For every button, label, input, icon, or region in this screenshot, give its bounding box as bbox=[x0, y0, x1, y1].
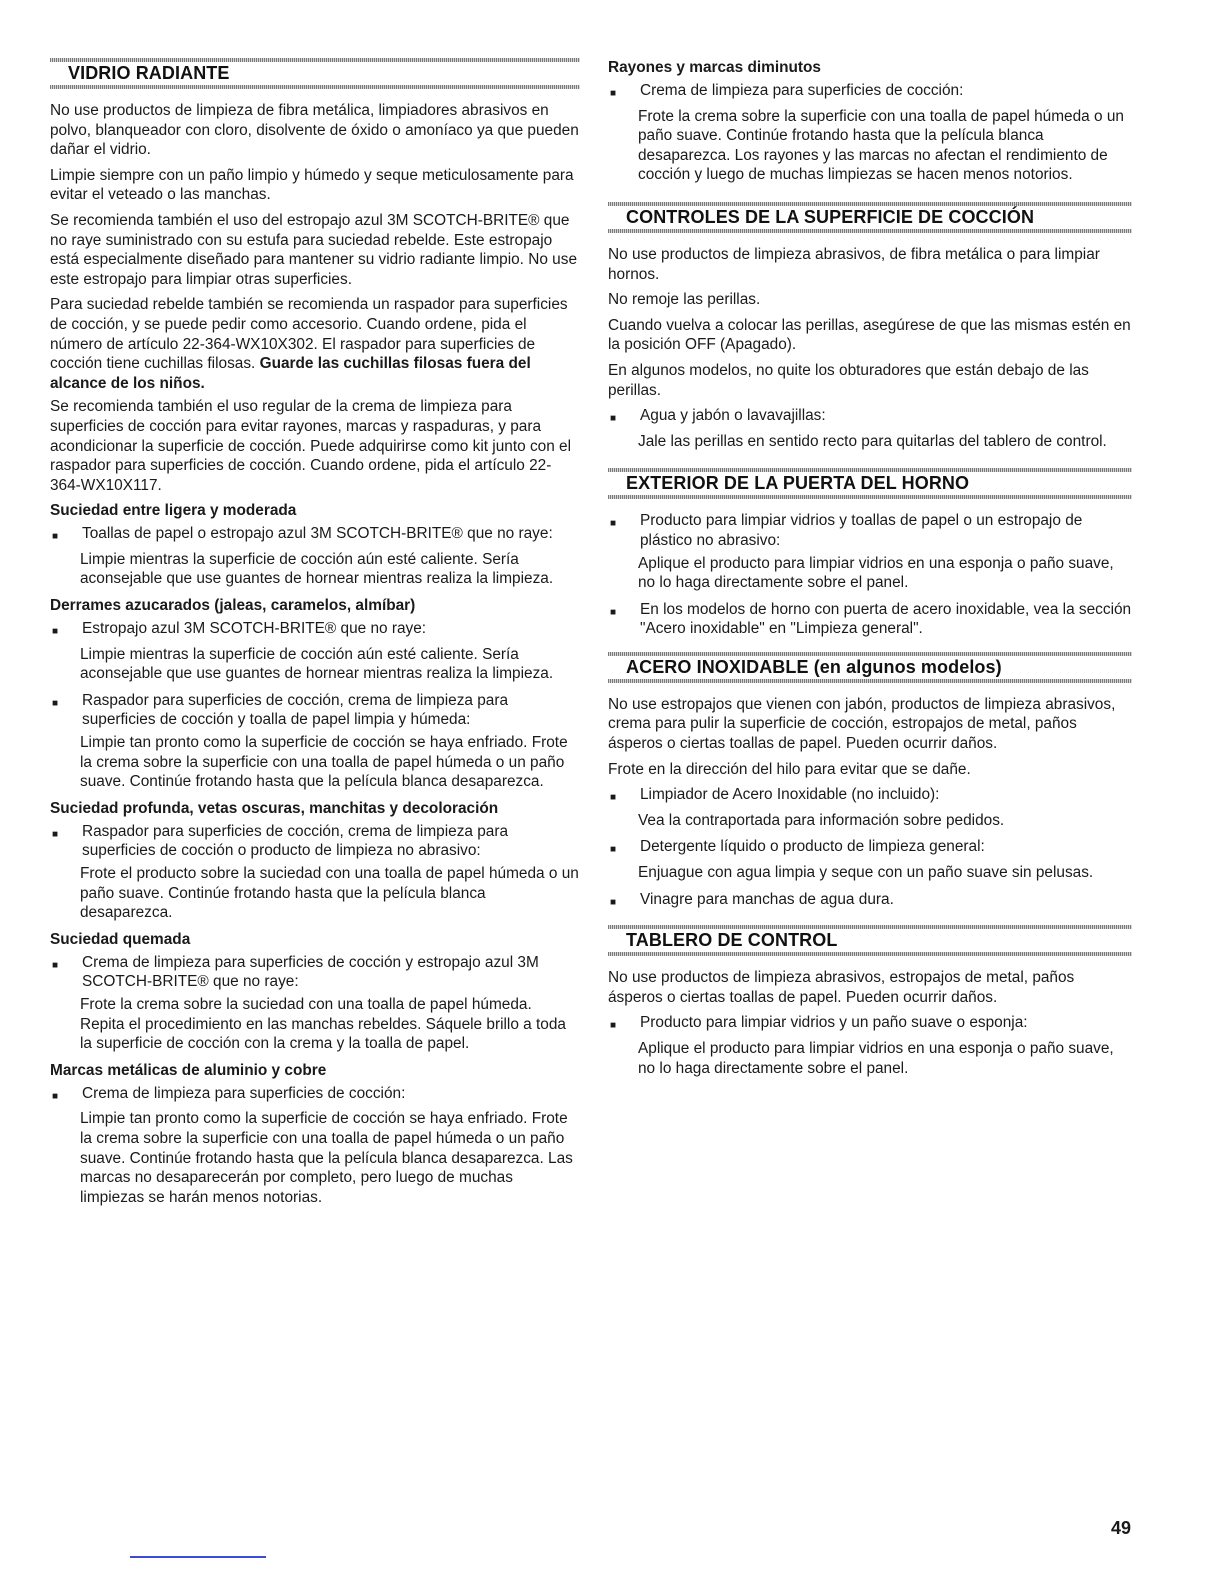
section-header-controles bbox=[608, 202, 1132, 233]
section-header-tablero-control bbox=[608, 925, 1132, 956]
list-item-detail: Aplique el producto para limpiar vidrios en una esponja o paño suave, no lo haga directamente sobre el panel. bbox=[638, 1040, 1114, 1077]
section-title: CONTROLES DE LA SUPERFICIE DE COCCIÓN bbox=[626, 206, 1035, 227]
right-column bbox=[608, 58, 1132, 1085]
paragraph: Cuando vuelva a colocar las perillas, asegúrese de que las mismas estén en la posición OFF (Apagado). bbox=[608, 316, 1131, 354]
list-item bbox=[608, 890, 1132, 913]
list-item-detail: Jale las perillas en sentido recto para quitarlas del tablero de control. bbox=[638, 432, 1107, 450]
list-item-text: Producto para limpiar vidrios y toallas de papel o un estropajo de plástico no abrasivo: bbox=[640, 512, 1083, 549]
list-item-text: Estropajo azul 3M SCOTCH-BRITE® que no raye: bbox=[82, 620, 427, 638]
bullet-icon: ■ bbox=[610, 518, 617, 530]
section-header-puerta-horno bbox=[608, 468, 1132, 499]
section-title: ACERO INOXIDABLE (en algunos modelos) bbox=[626, 656, 1002, 677]
list-item bbox=[50, 953, 580, 992]
list-item-text: Vinagre para manchas de agua dura. bbox=[640, 890, 894, 908]
list-item bbox=[608, 600, 1132, 639]
list-item bbox=[50, 524, 580, 547]
list-item-text: Raspador para superficies de cocción, crema de limpieza para superficies de cocción o producto de limpieza no abrasivo: bbox=[82, 822, 509, 860]
bullet-icon: ■ bbox=[52, 531, 59, 543]
paragraph bbox=[50, 295, 580, 393]
bullet-icon: ■ bbox=[610, 413, 617, 425]
list-item bbox=[50, 822, 580, 861]
section-header-acero-inoxidable bbox=[608, 652, 1132, 683]
list-item bbox=[608, 785, 1132, 808]
bullet-icon: ■ bbox=[610, 88, 617, 99]
subheading: Suciedad entre ligera y moderada bbox=[50, 502, 297, 520]
paragraph: En algunos modelos, no quite los obturadores que están debajo de las perillas. bbox=[608, 361, 1089, 399]
paragraph: Frote en la dirección del hilo para evitar que se dañe. bbox=[608, 760, 971, 778]
list-item bbox=[608, 81, 1132, 104]
paragraph-text: Para suciedad rebelde también se recomienda un raspador para superficies de cocción, y se puede pedir como accesorio. Cuando ordene, pida el número de artículo 22-364-WX10X302. El raspador para superficies de cocción tiene cuchillas filosas. bbox=[50, 296, 568, 373]
bullet-icon: ■ bbox=[52, 626, 59, 638]
section-title: EXTERIOR DE LA PUERTA DEL HORNO bbox=[626, 473, 970, 494]
paragraph: Se recomienda también el uso regular de la crema de limpieza para superficies de cocción para evitar rayones, marcas y raspaduras, y para acondicionar la superficie de cocción. Puede adquirirse como kit junto con el raspador para superficies de cocción. Cuando ordene, pida el artículo 22-364-WX10X117. bbox=[50, 398, 572, 494]
list-item-detail: Limpie mientras la superficie de cocción aún esté caliente. Sería aconsejable que use guantes de hornear mientras realiza la limpieza. bbox=[80, 645, 554, 683]
paragraph: No use estropajos que vienen con jabón, productos de limpieza abrasivos, crema para pulir la superficie de cocción, estropajos de metal, paños ásperos o ciertas toallas de papel. Pueden ocurrir daños. bbox=[608, 695, 1116, 753]
list-item-text: Toallas de papel o estropajo azul 3M SCOTCH-BRITE® que no raye: bbox=[82, 525, 553, 543]
list-item-detail: Frote el producto sobre la suciedad con una toalla de papel húmeda o un paño suave. Continúe frotando hasta que la película blanca desaparezca. bbox=[80, 865, 579, 922]
list-item bbox=[608, 837, 1132, 860]
list-item-text: Detergente líquido o producto de limpieza general: bbox=[640, 838, 985, 856]
list-item-text: Producto para limpiar vidrios y un paño suave o esponja: bbox=[640, 1014, 1028, 1032]
bullet-icon: ■ bbox=[610, 1020, 617, 1032]
section-title: TABLERO DE CONTROL bbox=[626, 930, 838, 951]
subheading: Marcas metálicas de aluminio y cobre bbox=[50, 1061, 327, 1079]
list-item-text: Raspador para superficies de cocción, crema de limpieza para superficies de cocción y toalla de papel limpia y húmeda: bbox=[82, 691, 509, 729]
subheading: Rayones y marcas diminutos bbox=[608, 59, 821, 76]
list-item bbox=[608, 406, 1132, 429]
list-item-text: Crema de limpieza para superficies de cocción y estropajo azul 3M SCOTCH-BRITE® que no raye: bbox=[82, 953, 539, 991]
list-item-detail: Aplique el producto para limpiar vidrios en una esponja o paño suave, no lo haga directamente sobre el panel. bbox=[638, 554, 1114, 592]
paragraph: No use productos de limpieza de fibra metálica, limpiadores abrasivos en polvo, blanqueador con cloro, disolvente de óxido o amoníaco ya que pueden dañar el vidrio. bbox=[50, 102, 579, 159]
page-number: 49 bbox=[1110, 1518, 1131, 1538]
list-item-text: Agua y jabón o lavavajillas: bbox=[640, 407, 826, 425]
paragraph: Limpie siempre con un paño limpio y húmedo y seque meticulosamente para evitar el veteado o las manchas. bbox=[50, 166, 574, 204]
list-item-text: Crema de limpieza para superficies de cocción: bbox=[82, 1084, 406, 1102]
bullet-icon: ■ bbox=[52, 959, 59, 971]
paragraph: No remoje las perillas. bbox=[608, 291, 761, 309]
footer-divider bbox=[130, 1556, 266, 1558]
left-column bbox=[50, 58, 580, 1214]
list-item-detail: Frote la crema sobre la superficie con una toalla de papel húmeda o un paño suave. Continúe frotando hasta que la película blanca desaparezca. Los rayones y las marcas no afectan el rendimiento de cocción y luego de muchas limpiezas se hacen menos notorios. bbox=[638, 107, 1124, 184]
warning-text: Guarde las cuchillas filosas fuera del alcance de los niños. bbox=[50, 355, 531, 392]
paragraph: No use productos de limpieza abrasivos, de fibra metálica o para limpiar hornos. bbox=[608, 245, 1100, 283]
bullet-icon: ■ bbox=[52, 828, 59, 840]
subheading: Derrames azucarados (jaleas, caramelos, almíbar) bbox=[50, 597, 416, 615]
bullet-icon: ■ bbox=[52, 697, 59, 709]
subheading: Suciedad quemada bbox=[50, 930, 191, 948]
list-item bbox=[50, 1084, 580, 1107]
bullet-icon: ■ bbox=[52, 1090, 59, 1102]
list-item bbox=[50, 619, 580, 642]
list-item bbox=[50, 691, 580, 730]
list-item-detail: Limpie tan pronto como la superficie de cocción se haya enfriado. Frote la crema sobre la superficie con una toalla de papel húmeda o un paño suave. Continúe frotando hasta que la película blanca desaparezca. Las marcas no desaparecerán por completo, pero luego de muchas limpiezas se harán menos notorias. bbox=[80, 1110, 573, 1206]
list-item bbox=[608, 511, 1132, 550]
list-item-text: Limpiador de Acero Inoxidable (no incluido): bbox=[640, 786, 940, 804]
list-item-detail: Enjuague con agua limpia y seque con un paño suave sin pelusas. bbox=[638, 864, 1094, 882]
bullet-icon: ■ bbox=[610, 792, 617, 804]
list-item-detail: Limpie tan pronto como la superficie de cocción se haya enfriado. Frote la crema sobre la superficie con una toalla de papel húmeda o un paño suave. Continúe frotando hasta que la película blanca desaparezca. bbox=[80, 734, 568, 791]
paragraph: No use productos de limpieza abrasivos, estropajos de metal, paños ásperos o ciertas toallas de papel. Pueden ocurrir daños. bbox=[608, 969, 1075, 1006]
list-item-text: Crema de limpieza para superficies de cocción: bbox=[640, 82, 964, 99]
subheading: Suciedad profunda, vetas oscuras, manchitas y decoloración bbox=[50, 799, 499, 817]
bullet-icon: ■ bbox=[610, 606, 617, 618]
paragraph: Se recomienda también el uso del estropajo azul 3M SCOTCH-BRITE® que no raye suministrado con su estufa para suciedad rebelde. Este estropajo está especialmente diseñado para mantener su vidrio radiante limpio. No use este estropajo para limpiar otras superficies. bbox=[50, 211, 578, 288]
list-item-detail: Vea la contraportada para información sobre pedidos. bbox=[638, 811, 1005, 829]
list-item-detail: Limpie mientras la superficie de cocción aún esté caliente. Sería aconsejable que use guantes de hornear mientras realiza la limpieza. bbox=[80, 550, 554, 588]
list-item-detail: Frote la crema sobre la suciedad con una toalla de papel húmeda. Repita el procedimiento en las manchas rebeldes. Sáquele brillo a toda la superficie de cocción con la crema y la toalla de papel. bbox=[80, 995, 566, 1053]
section-header-vidrio-radiante bbox=[50, 58, 580, 89]
bullet-icon: ■ bbox=[610, 896, 617, 908]
list-item-text: En los modelos de horno con puerta de acero inoxidable, vea la sección "Acero inoxidable" en "Limpieza general". bbox=[640, 600, 1132, 638]
section-title: VIDRIO RADIANTE bbox=[68, 63, 230, 83]
list-item bbox=[608, 1013, 1132, 1036]
bullet-icon: ■ bbox=[610, 844, 617, 856]
